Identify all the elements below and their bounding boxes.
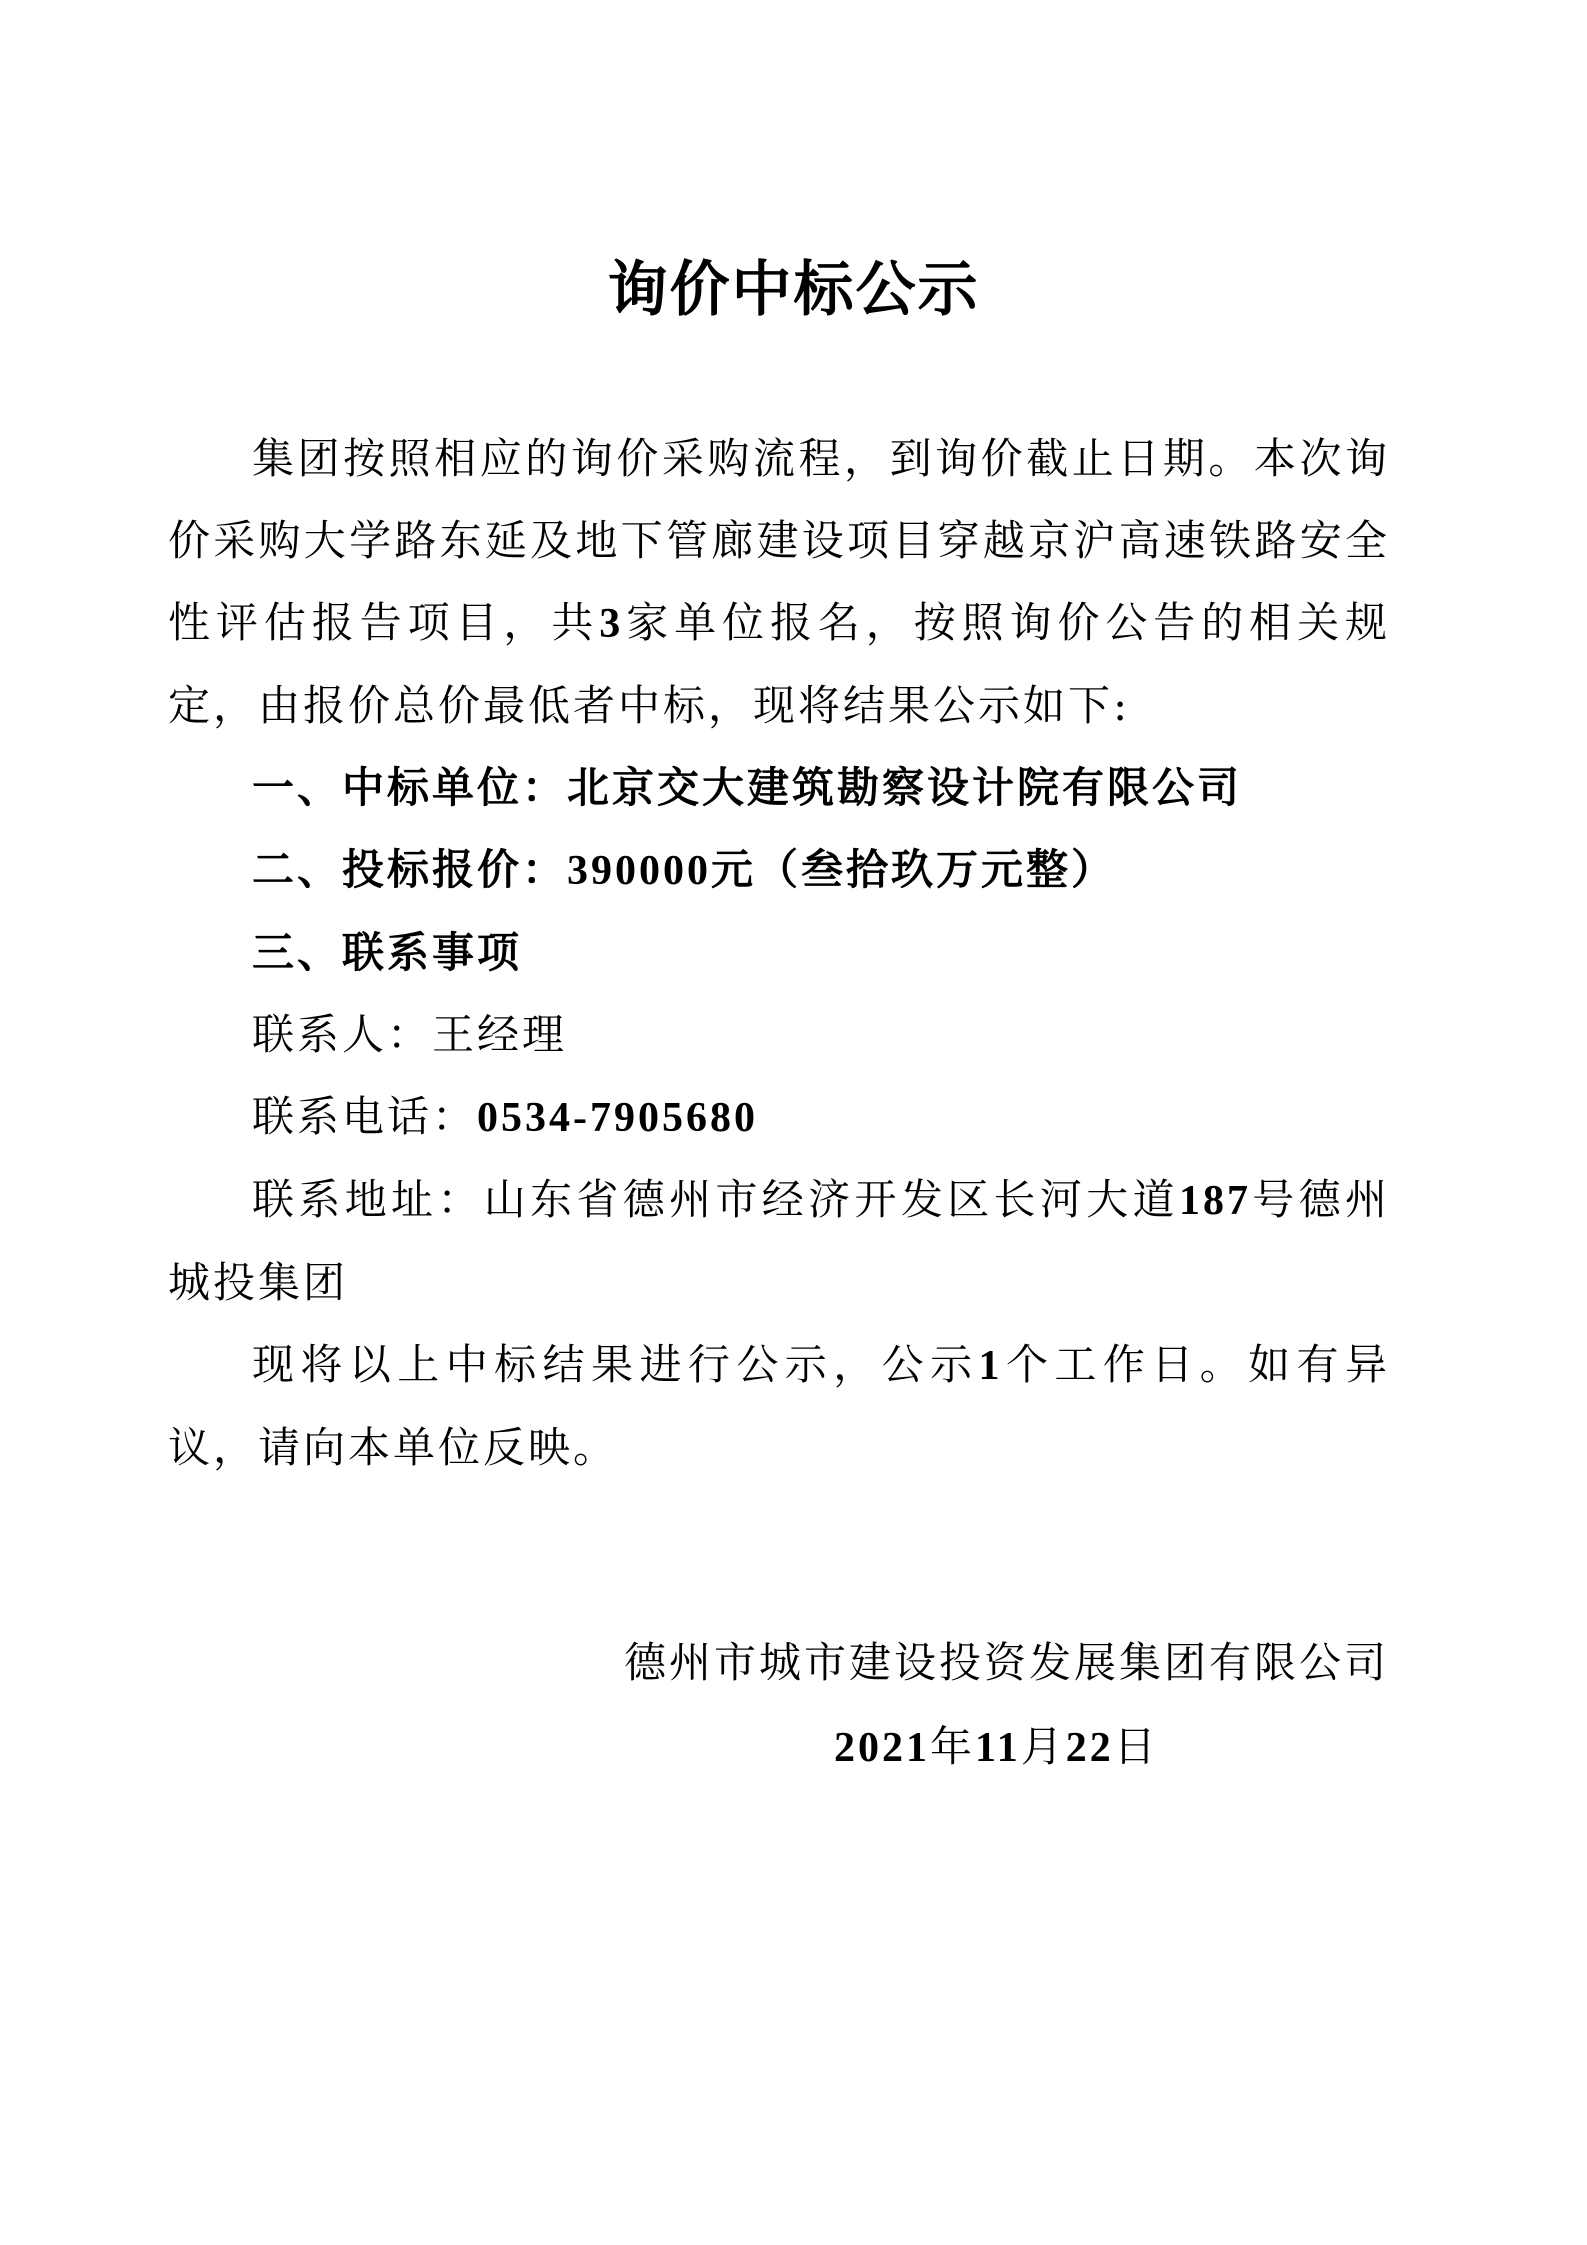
- item-contact-label: 三、联系事项: [252, 928, 523, 977]
- signature-month: 11: [975, 1725, 1021, 1771]
- intro-text-1: 集团按照相应的询价采购流程，到询价截止日期。本次询价采购大学路东延及地下管廊建设项目穿越京沪高速铁路安全性评估报告项目，共: [168, 434, 1390, 647]
- closing-text-1: 现将以上中标结果进行公示，公示: [252, 1340, 979, 1389]
- item-winner: [168, 747, 1390, 829]
- signature-year: 2021: [834, 1725, 930, 1771]
- closing-days: 1: [978, 1343, 1003, 1389]
- signature-day: 22: [1065, 1725, 1114, 1771]
- contact-person: [168, 994, 1390, 1076]
- signature-date: [834, 1706, 1159, 1789]
- signature-month-unit: 月: [1020, 1722, 1066, 1771]
- document-body: [168, 418, 1390, 1489]
- contact-address: [168, 1159, 1390, 1324]
- contact-phone-value: 0534-7905680: [477, 1095, 759, 1141]
- contact-address-label: 联系地址：: [252, 1175, 484, 1224]
- intro-text-2: 家单位报名，按照询价公告的相关规定，由报价总价最低者中标，现将结果公示如下:: [168, 598, 1390, 730]
- contact-phone: [168, 1076, 1390, 1159]
- signature-organization: 德州市城市建设投资发展集团有限公司: [623, 1638, 1389, 1687]
- intro-count: 3: [599, 601, 624, 647]
- item-winner-value: 北京交大建筑勘察设计院有限公司: [567, 763, 1243, 812]
- signature-year-unit: 年: [930, 1722, 976, 1771]
- closing-paragraph: [168, 1324, 1390, 1489]
- contact-address-number: 187: [1178, 1178, 1251, 1224]
- item-bid-unit: 元（叁拾玖万元整）: [711, 845, 1117, 894]
- contact-address-text-2: 号德州城投集团: [168, 1175, 1390, 1307]
- closing-text-2: 个工作日。如有异议，请向本单位反映。: [168, 1340, 1390, 1472]
- item-bid-amount: 390000: [567, 848, 712, 894]
- contact-address-text-1: 山东省德州市经济开发区长河大道: [483, 1175, 1179, 1224]
- signature-day-unit: 日: [1113, 1722, 1159, 1771]
- document-title: 询价中标公示: [607, 255, 980, 325]
- item-bid-price: [168, 829, 1390, 912]
- contact-person-label: 联系人：: [252, 1010, 433, 1059]
- intro-paragraph: [168, 418, 1390, 747]
- item-contact-heading: [168, 912, 1390, 994]
- item-bid-label: 二、投标报价：: [252, 845, 568, 894]
- contact-person-value: 王经理: [432, 1010, 568, 1059]
- item-winner-label: 一、中标单位：: [252, 763, 568, 812]
- contact-phone-label: 联系电话：: [252, 1092, 478, 1141]
